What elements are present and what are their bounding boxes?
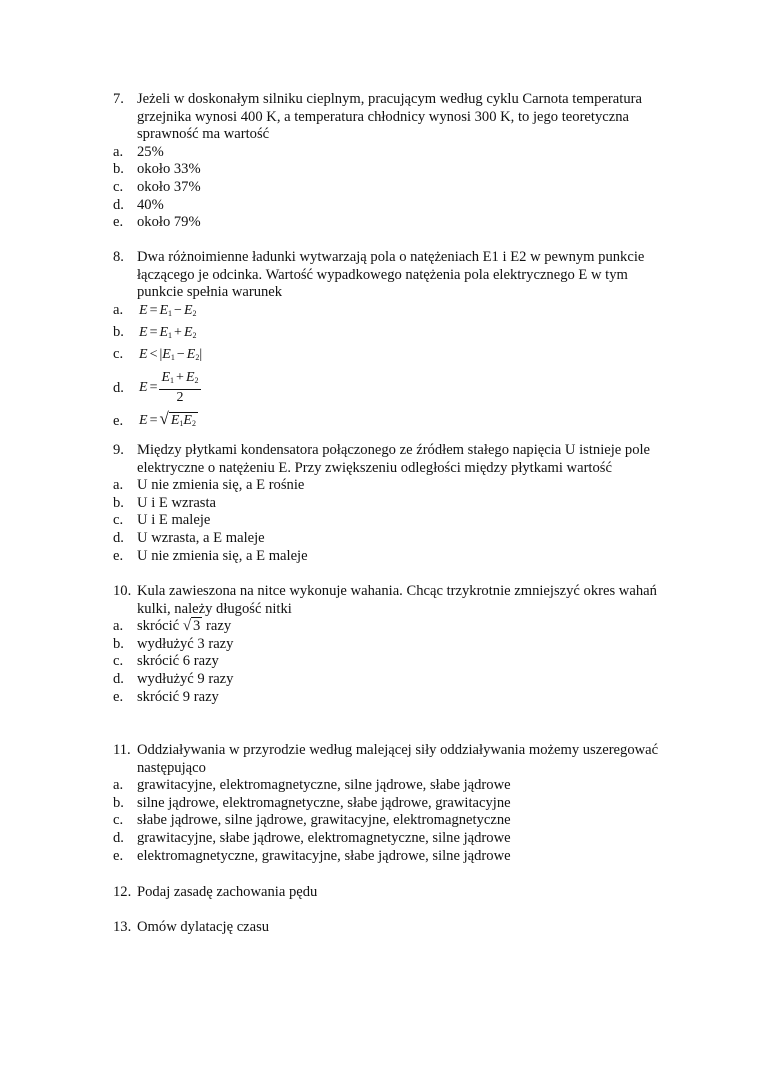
option-text: około 79%	[137, 214, 201, 231]
option-text: słabe jądrowe, silne jądrowe, grawitacyjne, elektromagnetyczne	[137, 812, 511, 829]
question-number: 11.	[113, 742, 131, 758]
option-letter: c.	[113, 812, 124, 829]
option-letter: a.	[113, 618, 124, 635]
option-text: grawitacyjne, słabe jądrowe, elektromagnetyczne, silne jądrowe	[137, 829, 511, 846]
option-letter: b.	[113, 794, 124, 811]
option-letter: e.	[113, 412, 124, 429]
option-letter: d.	[113, 529, 124, 546]
question-9-prompt	[113, 442, 673, 477]
formula: $E < |E_1 - E_2|$	[139, 346, 203, 362]
option-d	[113, 671, 673, 689]
option-e	[113, 214, 673, 232]
question-text: Jeżeli w doskonałym silniku cieplnym, pracującym według cyklu Carnota temperatura grzejnika wynosi 400 K, a temperatura chłodnicy wynosi 300 K, to jego teoretyczna sprawność ma wartość	[137, 91, 642, 143]
option-b	[113, 324, 673, 344]
option-letter: a.	[113, 143, 124, 160]
option-b	[113, 636, 673, 654]
question-11-prompt	[113, 742, 693, 777]
question-13	[113, 919, 673, 937]
option-e	[113, 548, 673, 566]
question-10-options	[113, 618, 673, 706]
option-letter: e.	[113, 547, 124, 564]
question-8-prompt	[113, 249, 673, 302]
option-text: U i E wzrasta	[137, 494, 217, 511]
option-letter: d.	[113, 379, 124, 396]
option-text: około 37%	[137, 178, 201, 195]
question-8	[113, 249, 673, 436]
question-text: Omów dylatację czasu	[137, 919, 270, 935]
question-9	[113, 442, 673, 565]
option-text: silne jądrowe, elektromagnetyczne, słabe jądrowe, grawitacyjne	[137, 794, 511, 811]
option-a	[113, 477, 673, 495]
question-number: 13.	[113, 919, 132, 935]
option-a	[113, 777, 693, 795]
option-b	[113, 495, 673, 513]
option-letter: d.	[113, 829, 124, 846]
question-text: Dwa różnoimienne ładunki wytwarzają pola o natężeniach E1 i E2 w pewnym punkcie łączącego je odcinka. Wartość wypadkowego natężenia pola elektrycznego E w tym punkcie spełnia warunek	[137, 249, 645, 301]
question-7-options	[113, 144, 673, 232]
question-number: 12.	[113, 884, 132, 900]
question-9-options	[113, 477, 673, 565]
option-letter: e.	[113, 214, 124, 231]
option-b	[113, 161, 673, 179]
option-letter: b.	[113, 161, 124, 178]
option-letter: c.	[113, 178, 124, 195]
formula: $E = E_1 + E_2$	[139, 324, 197, 340]
question-13-prompt	[113, 919, 673, 937]
option-text: elektromagnetyczne, grawitacyjne, słabe jądrowe, silne jądrowe	[137, 847, 511, 864]
option-letter: d.	[113, 196, 124, 213]
question-number: 7.	[113, 91, 124, 107]
option-text: wydłużyć 3 razy	[137, 635, 234, 652]
option-c	[113, 346, 673, 368]
option-c	[113, 179, 673, 197]
question-11	[113, 742, 693, 865]
option-a	[113, 302, 673, 322]
option-text: skrócić √ 3 razy	[137, 618, 232, 635]
option-text: 40%	[137, 196, 164, 213]
formula: E = √ $E_1E_2$	[139, 408, 196, 428]
option-text: 25%	[137, 143, 164, 160]
option-letter: d.	[113, 670, 124, 687]
option-text: U nie zmienia się, a E rośnie	[137, 477, 305, 494]
formula: $E = E_1 - E_2$	[139, 302, 197, 318]
option-text: około 33%	[137, 161, 201, 178]
option-text: skrócić 6 razy	[137, 653, 219, 670]
option-letter: b.	[113, 635, 124, 652]
option-e	[113, 410, 673, 434]
question-7-prompt	[113, 91, 673, 144]
option-letter: c.	[113, 653, 124, 670]
option-letter: e.	[113, 847, 124, 864]
formula: E = $\frac{E_1 + E_2}{2}$	[139, 369, 199, 405]
option-c	[113, 812, 693, 830]
question-12-prompt	[113, 884, 673, 902]
option-text: grawitacyjne, elektromagnetyczne, silne jądrowe, słabe jądrowe	[137, 777, 511, 794]
option-letter: c.	[113, 345, 124, 362]
question-text: Oddziaływania w przyrodzie według malejącej siły oddziaływania możemy uszeregować następująco	[137, 742, 659, 776]
option-d	[113, 370, 673, 408]
option-e	[113, 848, 693, 866]
option-text: U i E maleje	[137, 512, 211, 529]
option-text: U wzrasta, a E maleje	[137, 529, 265, 546]
question-11-options	[113, 777, 693, 865]
option-e	[113, 689, 673, 707]
option-letter: e.	[113, 688, 124, 705]
option-letter: b.	[113, 323, 124, 340]
question-10	[113, 583, 673, 706]
question-text: Podaj zasadę zachowania pędu	[137, 884, 318, 900]
option-letter: a.	[113, 477, 124, 494]
option-a	[113, 618, 673, 636]
question-number: 8.	[113, 249, 124, 265]
option-letter: c.	[113, 512, 124, 529]
question-text: Kula zawieszona na nitce wykonuje wahania. Chcąc trzykrotnie zmniejszyć okres wahań kulki, należy długość nitki	[137, 583, 657, 617]
option-c	[113, 512, 673, 530]
option-letter: a.	[113, 777, 124, 794]
question-number: 10.	[113, 583, 132, 599]
option-text: U nie zmienia się, a E maleje	[137, 547, 308, 564]
option-d	[113, 830, 693, 848]
question-10-prompt	[113, 583, 673, 618]
question-8-options	[113, 302, 673, 434]
option-letter: a.	[113, 301, 124, 318]
option-text: wydłużyć 9 razy	[137, 670, 234, 687]
option-b	[113, 795, 693, 813]
option-c	[113, 653, 673, 671]
option-a	[113, 144, 673, 162]
option-d	[113, 197, 673, 215]
option-d	[113, 530, 673, 548]
question-text: Między płytkami kondensatora połączonego ze źródłem stałego napięcia U istnieje pole elektryczne o natężeniu E. Przy zwiększeniu odległości między płytkami wartość	[137, 442, 651, 476]
option-text: skrócić 9 razy	[137, 688, 219, 705]
question-7	[113, 91, 673, 232]
question-number: 9.	[113, 442, 124, 458]
question-12	[113, 884, 673, 902]
option-letter: b.	[113, 494, 124, 511]
